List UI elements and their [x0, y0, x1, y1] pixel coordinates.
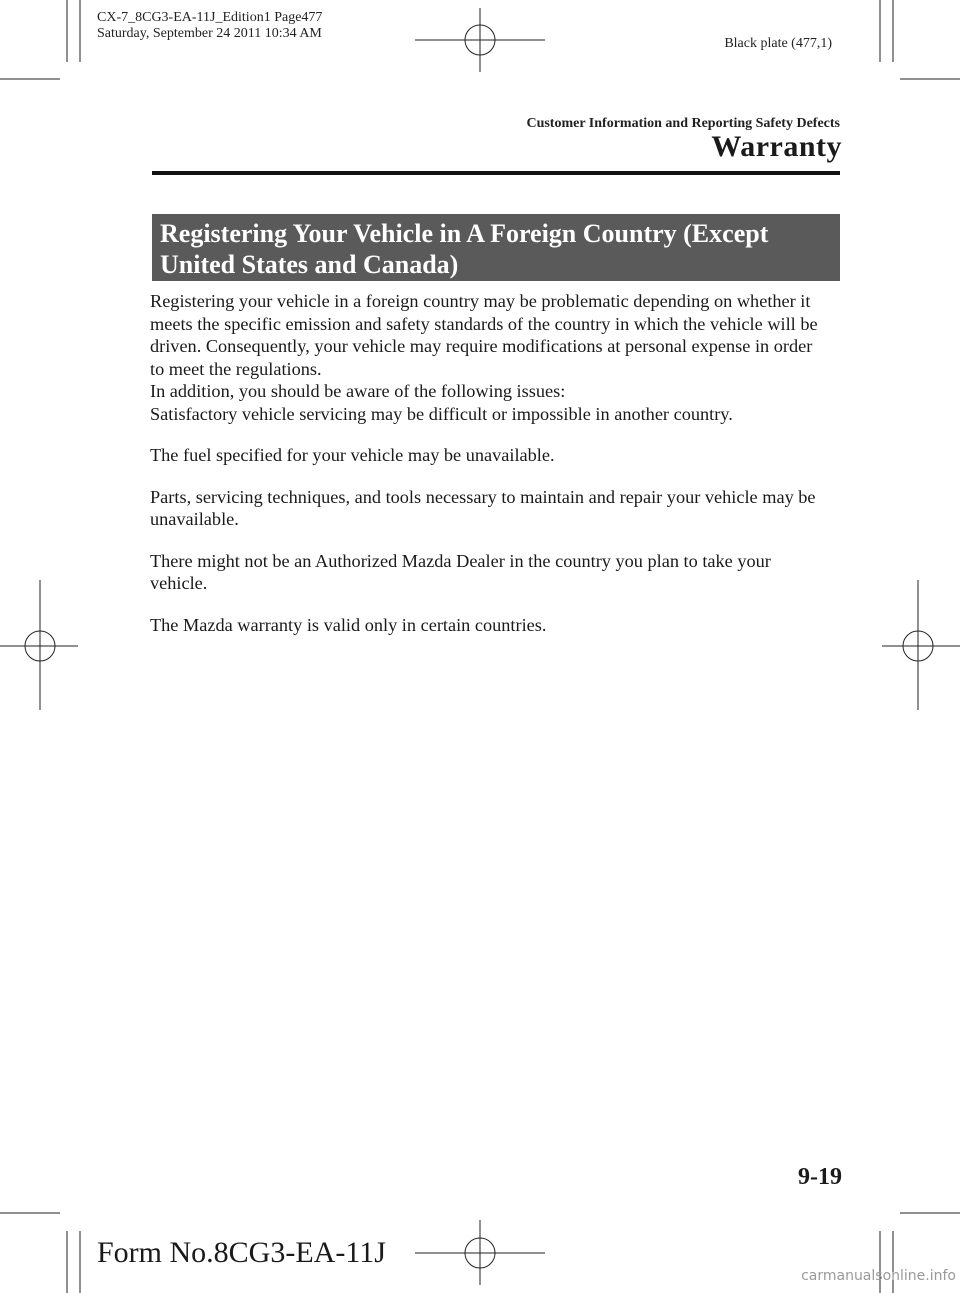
issue-item — [150, 486, 850, 531]
plate-label: Black plate (477,1) — [724, 36, 832, 51]
issue-line: There might not be an Authorized Mazda Dealer in the country you plan to take your — [150, 550, 771, 571]
print-date-line: Saturday, September 24 2011 10:34 AM — [97, 26, 322, 41]
chapter-title: Warranty — [711, 130, 842, 163]
issue-item — [150, 444, 850, 467]
issue-line: unavailable. — [150, 509, 239, 529]
issue-line: The Mazda warranty is valid only in certain countries. — [150, 614, 547, 635]
issue-line: The fuel specified for your vehicle may be unavailable. — [150, 445, 555, 465]
issue-item — [150, 550, 850, 595]
issue-item — [150, 614, 850, 637]
issue-line: Satisfactory vehicle servicing may be difficult or impossible in another country. — [150, 403, 733, 424]
issue-line: Parts, servicing techniques, and tools necessary to maintain and repair your vehicle may be — [150, 486, 816, 507]
intro-line: meets the specific emission and safety standards of the country in which the vehicle will be — [150, 313, 818, 334]
intro-line: to meet the regulations. — [150, 358, 322, 379]
section-heading-line-2: United States and Canada) — [160, 250, 459, 279]
intro-paragraph — [150, 290, 850, 380]
section-heading — [160, 218, 820, 280]
form-number: Form No.8CG3-EA-11J — [97, 1236, 386, 1269]
issue-line: vehicle. — [150, 573, 208, 593]
page-number: 9-19 — [798, 1164, 842, 1190]
header-rule — [152, 171, 840, 175]
section-heading-line-1: Registering Your Vehicle in A Foreign Country (Except — [160, 219, 769, 248]
watermark: carmanualsonline.info — [801, 1268, 956, 1284]
print-job-info — [97, 10, 322, 42]
print-job-line: CX-7_8CG3-EA-11J_Edition1 Page477 — [97, 10, 323, 25]
intro-line: driven. Consequently, your vehicle may require modifications at personal expense in order — [150, 336, 813, 356]
intro-line: Registering your vehicle in a foreign country may be problematic depending on whether it — [150, 291, 811, 311]
body-text — [150, 290, 850, 636]
issue-item — [150, 403, 850, 426]
running-section-title: Customer Information and Reporting Safety Defects — [526, 116, 840, 131]
aware-line: In addition, you should be aware of the following issues: — [150, 381, 566, 401]
